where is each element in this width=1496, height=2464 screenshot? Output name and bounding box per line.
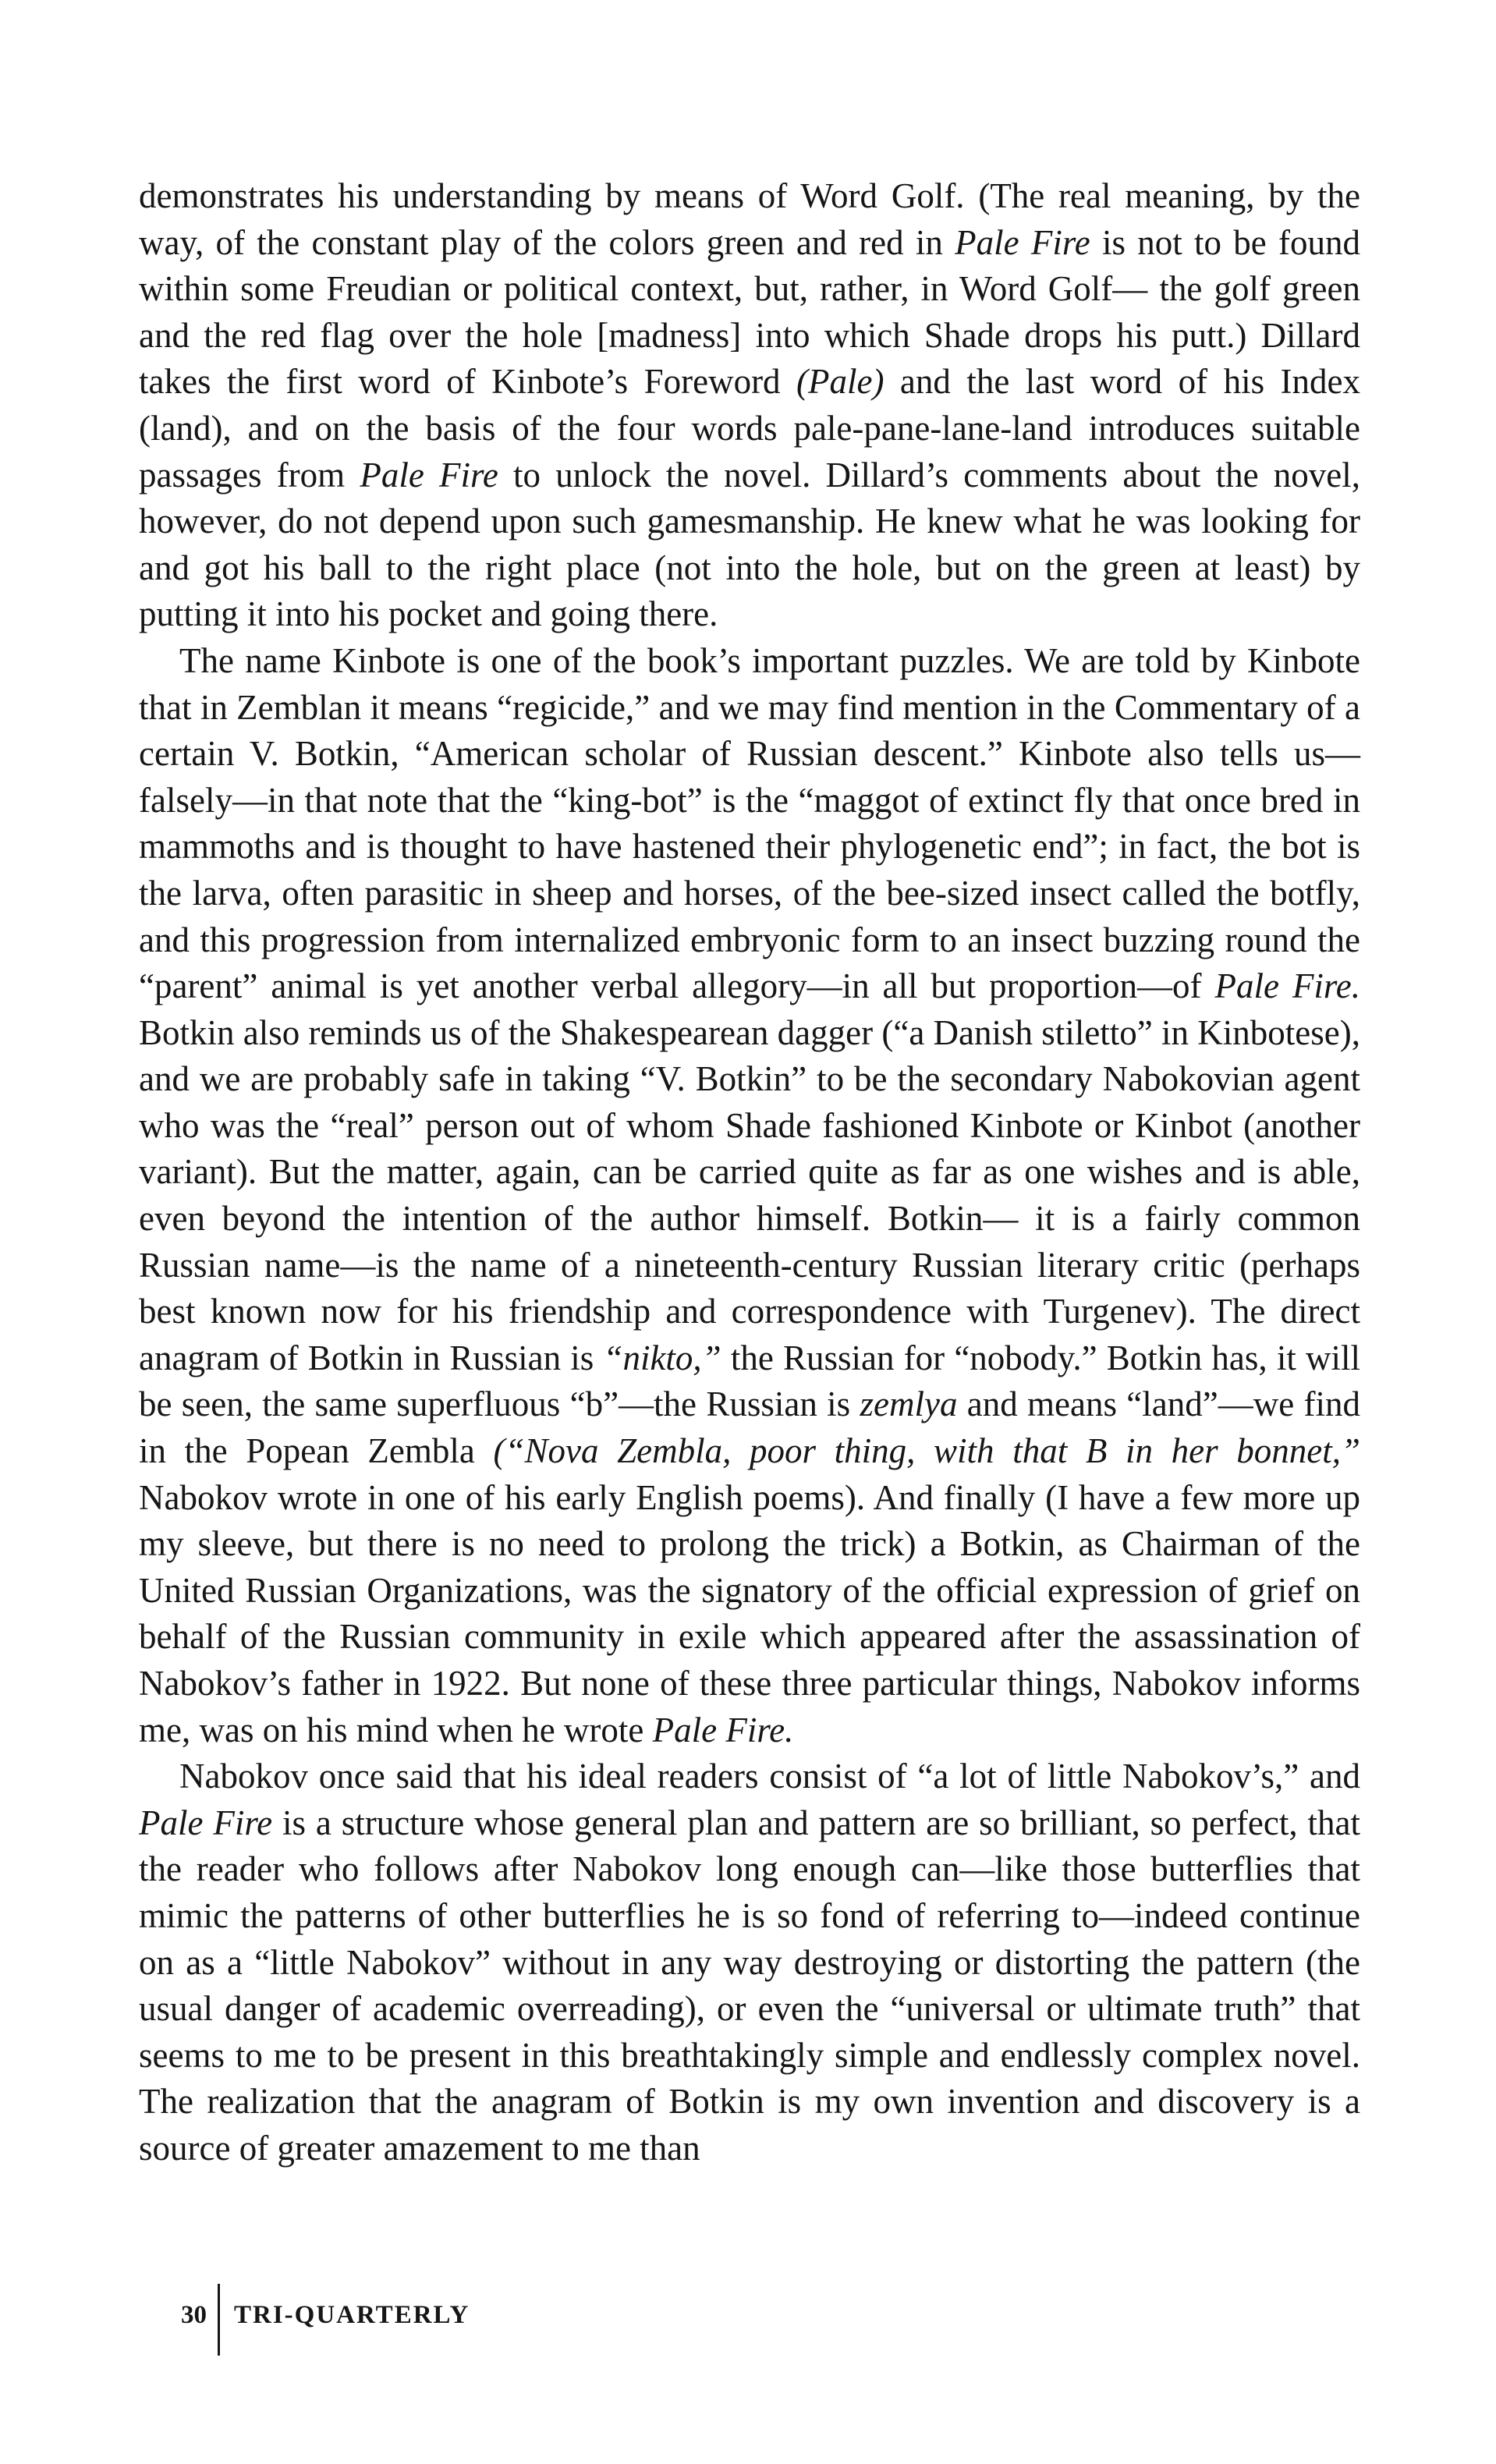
italic-title: Pale Fire: [955, 222, 1090, 262]
page-footer: [181, 2284, 470, 2356]
text-span: the Russian for “nobody.” Botkin has, it will be seen, the same superfluous “b”—the Russian is: [139, 1338, 1361, 1424]
paragraph-1: [139, 173, 1360, 638]
text-span: demonstrates his understanding by means of Word Golf. (The real meaning, by the way, of the constant play of the colors green and red in: [139, 176, 1360, 262]
text-span: The name Kinbote is one of the book’s important puzzles. We are told by Kinbote that in Zemblan it means “regicide,” and we may find mention in the Commentary of a certain V. Botkin, “American scholar of Russian descent.” Kinbote also tells us—falsely—in that note that the “king-bot” is the “maggot of extinct fly that once bred in mammoths and is thought to have hastened their phylogenetic end”; in fact, the bot is the larva, often parasitic in sheep and horses, of the bee-sized insect called the botfly, and this progression from internalized embryonic form to an insect buzzing round the “parent” animal is yet another verbal allegory—in all but proportion—of: [139, 640, 1360, 1006]
text-span: Nabokov once said that his ideal readers consist of “a lot of little Nabokov’s,” and: [179, 1757, 1360, 1796]
italic-title: Pale Fire.: [1214, 966, 1360, 1006]
italic-title: Pale Fire: [360, 455, 498, 495]
page-number: 30: [181, 2301, 207, 2329]
text-span: is not to be found within some Freudian or political context, but, rather, in Word Golf— the golf green and the red flag over the hole [madness] into which Shade drops his putt.) Dillard takes the first word of Kinbote’s Foreword: [139, 222, 1360, 402]
paragraph-3: [139, 1753, 1360, 2172]
text-span: Nabokov wrote in one of his early English poems). And finally (I have a few more up my sleeve, but there is no need to prolong the trick) a Botkin, as Chairman of the United Russian Organizations, was the signatory of the official expression of grief on behalf of the Russian community in exile which appeared after the assassination of Nabokov’s father in 1922. But none of these three particular things, Nabokov informs me, was on his mind when he wrote: [139, 1477, 1360, 1750]
italic-word: zemlya: [860, 1384, 958, 1424]
italic-word: “nikto,”: [603, 1338, 721, 1377]
body-text: [139, 173, 1360, 2172]
text-span: is a structure whose general plan and pattern are so brilliant, so perfect, that the reader who follows after Nabokov long enough can—like those butterflies that mimic the patterns of other butterflies he is so fond of referring to—indeed continue on as a “little Nabokov” without in any way destroying or distorting the pattern (the usual danger of academic overreading), or even the “universal or ultimate truth” that seems to me to be present in this breathtakingly simple and endlessly complex novel. The realization that the anagram of Botkin is my own invention and discovery is a source of greater amazement to me than: [139, 1803, 1360, 2168]
italic-quotation: (“Nova Zembla, poor thing, with that B in her bonnet,”: [493, 1431, 1360, 1471]
italic-title: Pale Fire: [139, 1803, 273, 1842]
text-span: to unlock the novel. Dillard’s comments about the novel, however, do not depend upon such gamesmanship. He knew what he was looking for and got his ball to the right place (not into the hole, but on the green at least) by putting it into his pocket and going there.: [139, 455, 1360, 634]
journal-title: TRI-QUARTERLY: [234, 2301, 470, 2329]
italic-title: Pale Fire.: [652, 1710, 794, 1750]
paragraph-2: [139, 638, 1360, 1753]
italic-title: (Pale): [796, 362, 884, 402]
text-span: and means “land”—we find in the Popean Zembla: [139, 1384, 1360, 1471]
text-span: Botkin also reminds us of the Shakespearean dagger (“a Danish stiletto” in Kinbotese), and we are probably safe in taking “V. Botkin” to be the secondary Nabokovian agent who was the “real” person out of whom Shade fashioned Kinbote or Kinbot (another variant). But the matter, again, can be carried quite as far as one wishes and is able, even beyond the intention of the author himself. Botkin— it is a fairly common Russian name—is the name of a nineteenth-century Russian literary critic (perhaps best known now for his friendship and correspondence with Turgenev). The direct anagram of Botkin in Russian is: [139, 1012, 1360, 1377]
text-span: and the last word of his Index (land), and on the basis of the four words pale-pane-lane-land introduces suitable passages from: [139, 362, 1360, 495]
